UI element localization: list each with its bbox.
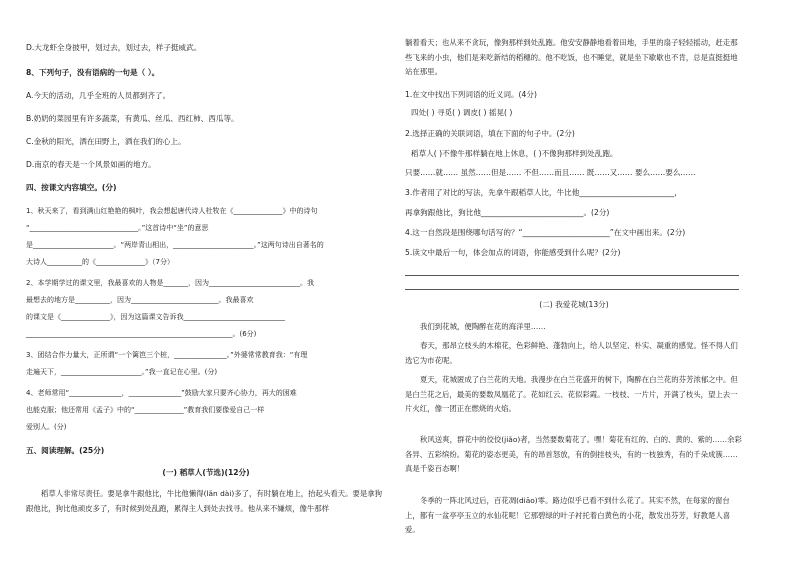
q8-option-c: C.金秋的阳光，洒在田野上，洒在我们的心上。 xyxy=(26,137,186,146)
reading1-q2-sentence: 稻草人( )不像牛那样躺在地上休息，( )不像狗那样到处乱跑。 xyxy=(411,149,618,158)
fill-q2-line3: 的课文是《______________》，因为这篇课文告诉我_____________________________ xyxy=(26,313,285,321)
fill-q1-line1: 1、秋天来了，看到满山红艳艳的枫叶，我会想起唐代诗人杜牧在《______________》中的诗句 xyxy=(26,207,318,215)
reading1-q1: 1.在文中找出下列词语的近义词。(4分) xyxy=(405,90,537,99)
q8-option-b: B.奶奶的菜园里有许多蔬菜，有黄瓜、丝瓜、西红柿、西瓜等。 xyxy=(26,114,239,123)
section5-heading: 五、阅读理解。(25分) xyxy=(26,446,105,455)
reading2-para2: 春天，那昂立枝头的木棉花，色彩鲜艳、蓬勃向上，给人以坚定、朴实、凝重的感觉。怪不得人们选它为市花呢。 xyxy=(405,341,738,365)
fill-q2-line4: ___________________________________________________________。(6分) xyxy=(26,330,257,338)
reading2-para4: 秋风送爽，群花中的佼佼(jiǎo)者，当然要数菊花了。嘿！菊花有红的、白的、黄的、紫的……余彩各异、五彩缤纷。菊花的姿态更美，有的昂首怒放，有的倒挂枝头，有的一枝独秀，有的千朵成簇……真是千姿百态啊！ xyxy=(405,435,742,473)
answer-line-1 xyxy=(405,275,739,276)
fill-q1-line2: “_______________________________。”这首诗中“坐”的意思 xyxy=(26,224,209,232)
q7-option-d: D.大龙虾全身披甲，划过去，划过去，样子挺威武。 xyxy=(26,43,202,52)
fill-q1-line4: 大诗人__________的《______________》（7分） xyxy=(26,258,174,266)
fill-q2-line2: 最想去的地方是__________，因为_________________________。我最喜欢 xyxy=(26,296,254,304)
fill-q4-line3: 爱别人。(分) xyxy=(26,423,67,431)
fill-q4-line1: 4、老师常用“_______________，_______________”鼓励大家只要齐心协力，再大的困难 xyxy=(26,389,297,397)
reading1-q2: 2.选择正确的关联词语，填在下面的句子中。(2分) xyxy=(405,129,575,138)
reading1-q4: 4.这一自然段是围绕哪句话写的？“_______________________”在文中画出来。(2分) xyxy=(405,228,686,237)
reading2-para3: 夏天，花城匿成了白兰花的天地。我漫步在白兰花盛开的树下，陶醉在白兰花的芬芳浓郁之中。但是白兰花之后，最美的要数凤凰花了。花如红云、花似彩霞。一枝枝、一片片，开满了枝头，望上去一片火红，像一团正在燃烧的火焰。 xyxy=(405,375,738,413)
reading1-q1-blanks: 四处( ) 寻觅( ) 调皮( ) 摇晃( ) xyxy=(411,108,513,117)
q8-option-d: D.南京的春天是一个风景如画的地方。 xyxy=(26,160,156,169)
fill-q4-line2: 也能克服；他还常用《孟子》中的“______________”教育我们要像爱自己一样 xyxy=(26,406,265,414)
reading1-q3-line2: 再拿狗跟他比，狗比他___________________________。(2分) xyxy=(405,208,610,217)
fill-q1-line3: 是_______________________。“两岸青山相出，_______________________。”这两句诗出自著名的 xyxy=(26,241,324,249)
reading1-passage-continued: 躺着看天；也从来不贪玩，像狗那样到处乱跑。他安安静静地看着田地，手里的扇子轻轻摇动，赶走那些飞来的小虫，他们是来吃新结的稻穗的。他不吃饭，也不睡觉，就是坐下歇歇也不肯，总是直挺挺地站在那里。 xyxy=(405,38,738,76)
fill-q3-line1: 3、团结合作力量大，正所谓“一个篱笆三个桩，_______________。”外婆常常教育我：“有理 xyxy=(26,351,308,359)
q8-question: 8、下列句子，没有语病的一句是（ ）。 xyxy=(26,68,160,77)
fill-q3-line2: 走遍天下，_______________________。”我一直记在心里。(分) xyxy=(26,368,218,376)
reading2-para5: 冬季的一阵北风过后，百花凋(diāo)零。路边似乎已看不到什么花了。其实不然，在每家的窗台上，都有一盆亭亭玉立的水仙花呢！它那碧绿的叶子衬托着白黄色的小花，散发出芬芳，好教楚人喜爱。 xyxy=(405,496,731,534)
section4-heading: 四、按课文内容填空。(分) xyxy=(26,183,117,192)
fill-q2-line1: 2、本学期学过的课文里，我最喜欢的人物是_______，因为__________________________。我 xyxy=(26,279,314,287)
reading1-q5: 5.读文中最后一句，体会加点的词语，你能感受到什么呢？(2分) xyxy=(405,248,621,257)
reading1-q2-options: 只要……就…… 虽然……但是…… 不但……而且…… 既……又…… 要么……要么…… xyxy=(405,168,696,177)
reading1-q3-line1: 3.作者用了对比的写法，先拿牛跟稻草人比，牛比他_________________________， xyxy=(405,188,682,197)
reading2-title: (二) 我爱花城(13分) xyxy=(539,300,609,309)
reading2-para1: 我们到花城，便陶醉在花的海洋里…… xyxy=(420,322,546,331)
reading1-passage: 稻草人非常尽责任。要是拿牛跟他比，牛比他懒得(lǎn dài)多了，有时躺在地上，抬起头看天。要是拿狗跟他比，狗比他顽皮多了，有时候到处乱跑，累得主人到处去找寻。他从来不嫌烦，像牛那样 xyxy=(26,489,383,513)
reading1-title: (一) 稻草人(节选)(12分) xyxy=(162,468,250,477)
q8-option-a: A.今天的活动，几乎全班的人员都到齐了。 xyxy=(26,91,171,100)
answer-line-2 xyxy=(405,289,739,290)
